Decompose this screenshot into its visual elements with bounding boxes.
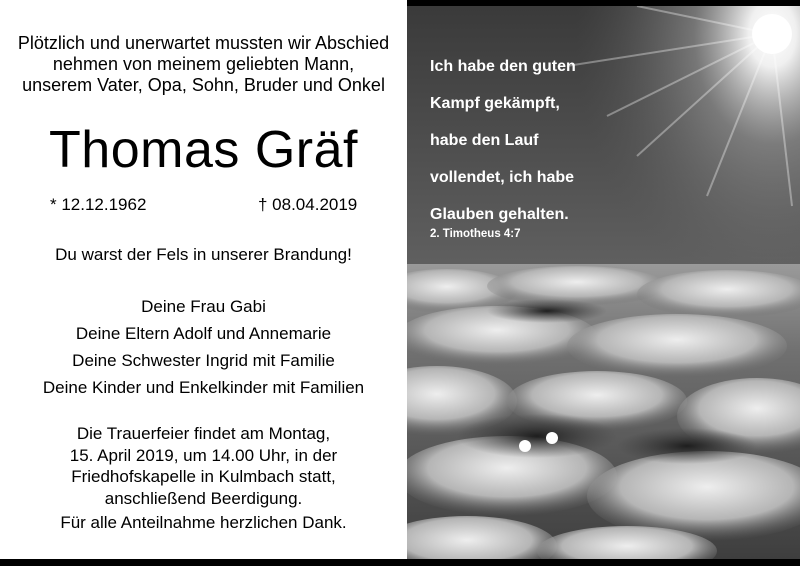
verse-line: Kampf gekämpft, [430,95,560,112]
death-date: † 08.04.2019 [258,195,358,214]
funeral-service-notice [0,423,407,509]
mourner-line: Deine Kinder und Enkelkinder mit Familien [42,378,365,397]
service-line: Die Trauerfeier findet am Montag, [76,424,331,443]
thanks-line: Für alle Anteilnahme herzlichen Dank. [60,513,347,532]
birth-date: * 12.12.1962 [50,195,147,214]
intro-line: nehmen von meinem geliebten Mann, [52,54,355,74]
service-line: Friedhofskapelle in Kulmbach statt, [71,467,336,486]
sky-clouds-image-panel [407,6,800,559]
intro-line: unserem Vater, Opa, Sohn, Bruder und Onkel [22,75,385,95]
mourner-line: Deine Eltern Adolf und Annemarie [75,324,332,343]
verse-line: habe den Lauf [430,132,539,149]
verse-reference: 2. Timotheus 4:7 [430,228,521,240]
verse-line: Ich habe den guten [430,58,576,75]
intro-line: Plötzlich und unerwartet mussten wir Abschied [17,33,390,53]
mourners-list [0,293,407,401]
mourner-line: Deine Schwester Ingrid mit Familie [72,351,335,370]
service-line: 15. April 2019, um 14.00 Uhr, in der [69,445,338,465]
verse-line: Glauben gehalten. [430,206,569,223]
deceased-name: Thomas Gräf [49,121,358,179]
motto: Du warst der Fels in unserer Brandung! [55,245,352,264]
verse-line: vollendet, ich habe [430,169,575,186]
bible-verse [430,48,576,233]
service-line: anschließend Beerdigung. [104,488,303,508]
mourner-line: Deine Frau Gabi [141,297,266,316]
